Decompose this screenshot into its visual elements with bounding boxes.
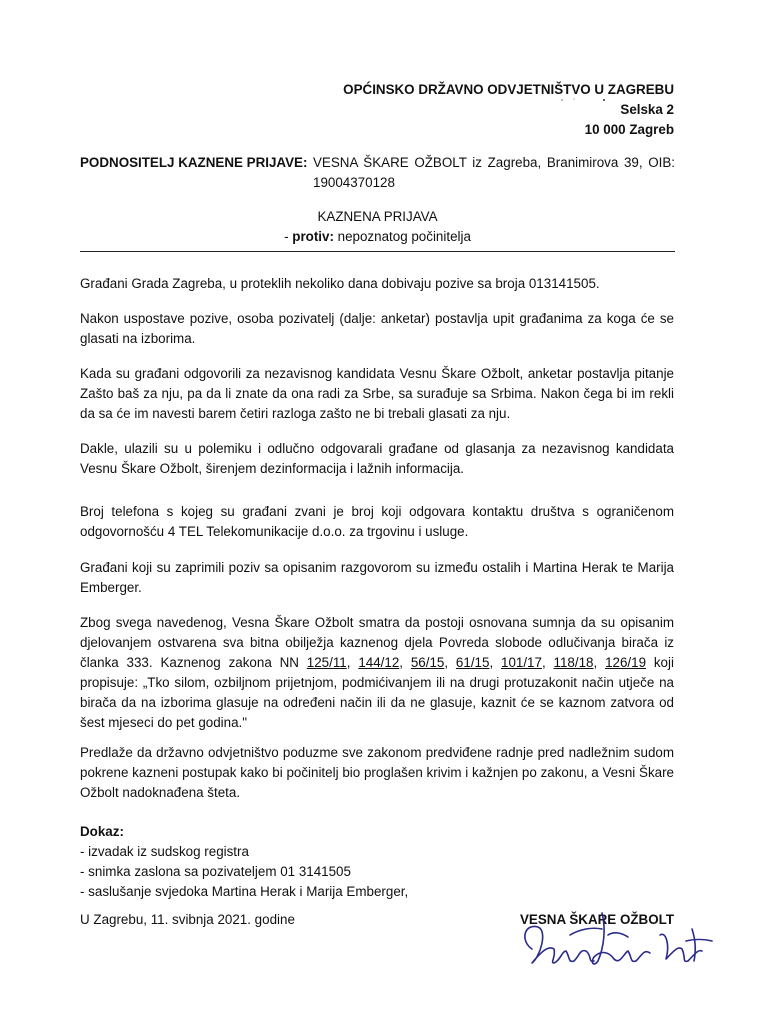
evidence-item: - snimka zaslona sa pozivateljem 01 3141505 [80, 864, 351, 879]
paragraph-answers: Kada su građani odgovorili za nezavisnog kandidata Vesnu Škare Ožbolt, anketar postavlja pitanje Zašto baš za nju, pa da li znate da ona radi za Srbe, sa surađuje sa Srbima. Nakon čega bi im rekli da sa će im navesti barem četiri razloga zašto ne bi trebali glasati za nju. [80, 366, 674, 421]
against-label: protiv: [292, 229, 334, 244]
law-ref: 118/18 [553, 655, 594, 670]
handwritten-signature [510, 905, 720, 975]
law-ref: 144/12 [358, 655, 400, 670]
document-title: KAZNENA PRIJAVA [317, 209, 438, 224]
evidence-item: - saslušanje svjedoka Martina Herak i Marija Emberger, [80, 884, 409, 899]
document-subtitle: - protiv: nepoznatog počinitelja [284, 229, 471, 244]
law-ref: 61/15 [455, 655, 490, 670]
addressee-city: 10 000 Zagreb [584, 122, 674, 137]
evidence-heading: Dokaz: [80, 824, 124, 839]
against-value: nepoznatog počinitelja [333, 229, 471, 244]
paragraph-polemic: Dakle, ulazili su u polemiku i odlučno odgovarali građane od glasanja za nezavisnog kandidata Vesnu Škare Ožbolt, širenjem dezinformacija i lažnih informacija. [80, 441, 674, 476]
addressee-office: OPĆINSKO DRŽAVNO ODVJETNIŠTVO U ZAGREBU [343, 82, 674, 97]
document-title-block [80, 207, 675, 247]
scan-artifact-marks [150, 0, 380, 4]
paragraph-phone-owner: Broj telefona s kojeg su građani zvani je broj koji odgovara kontaktu društva s ograničenom odgovornošću 4 TEL Telekomunikacije d.o.o. za trgovinu i usluge. [80, 504, 674, 539]
addressee-block [274, 80, 674, 140]
evidence-list [80, 822, 500, 902]
complainant-label: PODNOSITELJ KAZNENE PRIJAVE: [80, 155, 308, 170]
scan-dots [560, 97, 610, 103]
law-ref: 101/17 [501, 655, 542, 670]
paragraph-calls: Građani Grada Zagreba, u proteklih nekoliko dana dobivaju pozive sa broja 013141505. [80, 276, 600, 291]
addressee-street: Selska 2 [620, 102, 674, 117]
signer-name: VESNA ŠKARE OŽBOLT [520, 912, 674, 927]
place-and-date: U Zagrebu, 11. svibnja 2021. godine [80, 912, 295, 927]
paragraph-question: Nakon uspostave pozive, osoba pozivatelj (dalje: anketar) postavlja upit građanima za koga će se glasati na izborima. [80, 311, 674, 346]
evidence-item: - izvadak iz sudskog registra [80, 844, 249, 859]
law-ref: 126/19 [605, 655, 647, 670]
paragraph-request: Predlaže da državno odvjetništvo poduzme sve zakonom predviđene radnje pred nadležnim sudom pokrene kazneni postupak kako bi počinitelj bio proglašen krivim i kažnjen po zakonu, a Vesni Škare Ožbolt nadoknađena šteta. [80, 745, 674, 800]
law-ref: 125/11 [306, 655, 347, 670]
paragraph-witnesses: Građani koji su zaprimili poziv sa opisanim razgovorom su između ostalih i Martina Herak te Marija Emberger. [80, 560, 674, 595]
law-ref: 56/15 [410, 655, 445, 670]
title-divider [80, 251, 675, 252]
paragraph-legal-basis: Zbog svega navedenog, Vesna Škare Ožbolt smatra da postoji osnovana sumnja da su opisanim djelovanjem ostvarena sva bitna obilježja kaznenog djela Povreda slobode odlučivanja birača iz članka 333. Kaznenog zakona NN 125/11, 144/12, 56/15, 61/15, 101/17, 118/18, 126/19 koji propisuje: „Tko silom, ozbiljnom prijetnjom, podmićivanjem ili na drugi protuzakonit način utječe na birača da na izborima glasuje na određeni način ili da ne glasuje, kaznit će se kaznom zatvora od šest mjeseci do pet godina." [80, 615, 674, 730]
complainant-details: VESNA ŠKARE OŽBOLT iz Zagreba, Branimirova 39, OIB: 19004370128 [313, 155, 675, 190]
